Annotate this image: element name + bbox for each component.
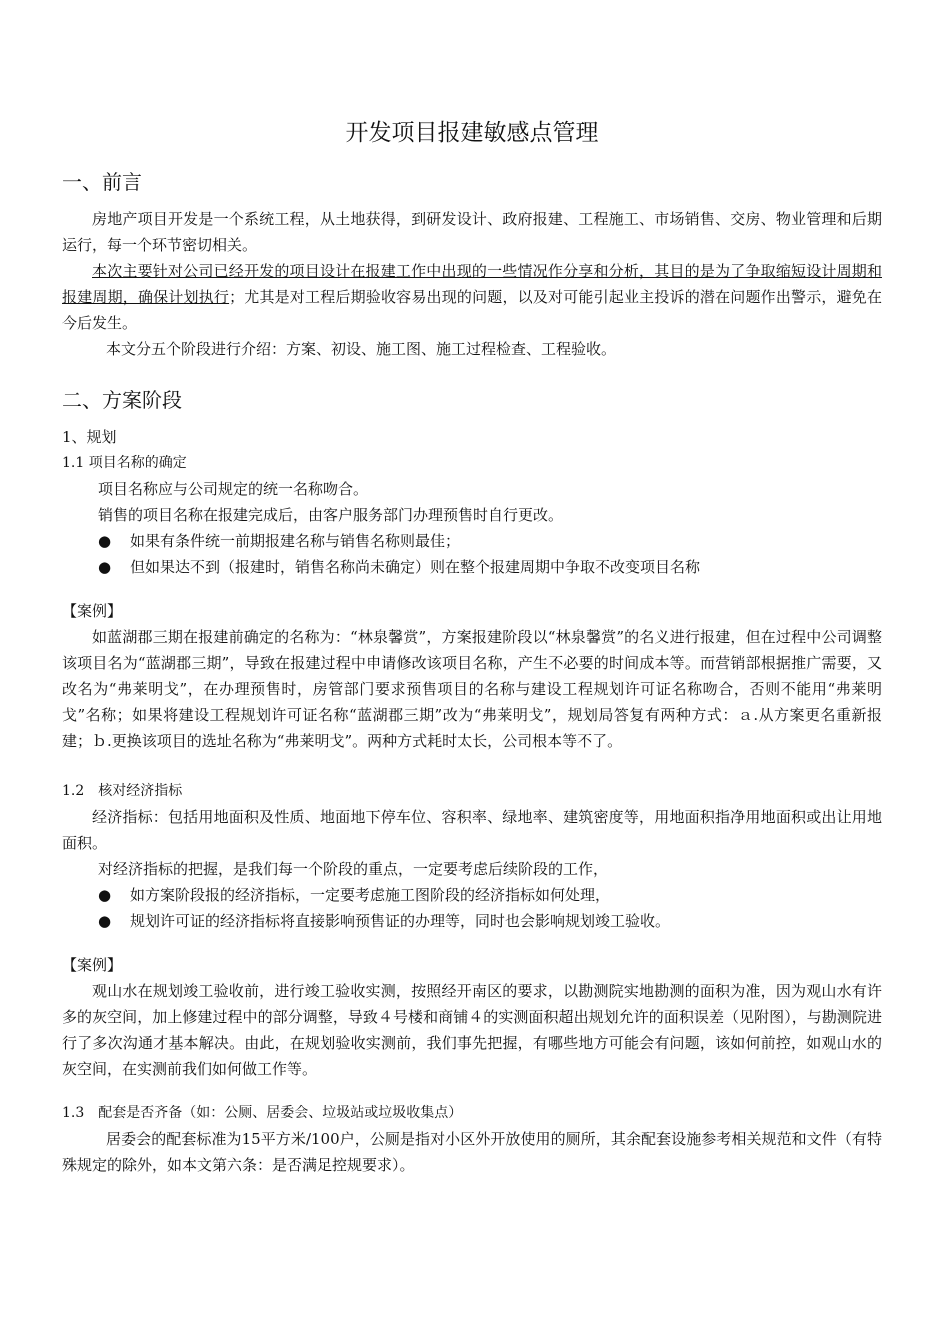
preface-paragraph-2 [62, 258, 882, 336]
document-title: 开发项目报建敏感点管理 [345, 120, 599, 146]
preface-paragraph-1: 房地产项目开发是一个系统工程，从土地获得，到研发设计、政府报建、工程施工、市场销售、交房、物业管理和后期运行，每一个环节密切相关。 [62, 210, 882, 254]
s12-bullet-2: ● 规划许可证的经济指标将直接影响预售证的办理等，同时也会影响规划竣工验收。 [62, 908, 882, 934]
preface-underlined-text: 本次主要针对公司已经开发的项目设计在报建工作中出现的一些情况作分享和分析，其目的是为了争取缩短设计周期和报建周期，确保计划执行 [62, 262, 882, 306]
bullet-dot-icon: ● [98, 558, 112, 576]
bullet-dot-icon: ● [98, 886, 112, 904]
s11-paragraph-2: 销售的项目名称在报建完成后，由客户服务部门办理预售时自行更改。 [98, 506, 564, 524]
case-label-1: 【案例】 [62, 602, 123, 620]
heading-1-3: 1.3 配套是否齐备（如：公厕、居委会、垃圾站或垃圾收集点） [62, 1105, 463, 1121]
s12-bullet-1: ● 如方案阶段报的经济指标，一定要考虑施工图阶段的经济指标如何处理， [62, 882, 882, 908]
s11-bullet-2: ● 但如果达不到（报建时，销售名称尚未确定）则在整个报建周期中争取不改变项目名称 [62, 554, 882, 580]
s12-paragraph-2: 对经济指标的把握，是我们每一个阶段的重点，一定要考虑后续阶段的工作， [98, 860, 609, 878]
preface-paragraph-2-rest: ；尤其是对工程后期验收容易出现的问题，以及对可能引起业主投诉的潜在问题作出警示，避免在今后发生。 [62, 288, 882, 332]
case-text-1: 如蓝湖郡三期在报建前确定的名称为：“林泉馨赏”，方案报建阶段以“林泉馨赏”的名义进行报建，但在过程中公司调整该项目名为“蓝湖郡三期”，导致在报建过程中申请修改该项目名称，产生不必要的时间成本等。而营销部根据推广需要，又改名为“弗莱明戈”，在办理预售时，房管部门要求预售项目的名称与建设工程规划许可证名称吻合，否则不能用“弗莱明戈”名称；如果将建设工程规划许可证名称“蓝湖郡三期”改为“弗莱明戈”，规划局答复有两种方式：ａ.从方案更名重新报建；ｂ.更换该项目的选址名称为“弗莱明戈”。两种方式耗时太长，公司根本等不了。 [62, 628, 882, 750]
s12-paragraph-1: 经济指标：包括用地面积及性质、地面地下停车位、容积率、绿地率、建筑密度等，用地面积指净用地面积或出让用地面积。 [62, 808, 882, 852]
section-heading-scheme: 二、方案阶段 [62, 388, 182, 412]
bullet-dot-icon: ● [98, 532, 112, 550]
bullet-dot-icon: ● [98, 912, 112, 930]
s13-paragraph-1: 居委会的配套标准为15平方米/100户，公厕是指对小区外开放使用的厕所，其余配套设施参考相关规范和文件（有特殊规定的除外，如本文第六条：是否满足控规要求）。 [62, 1130, 882, 1174]
subsection-planning: 1、规划 [62, 428, 117, 446]
case-text-2: 观山水在规划竣工验收前，进行竣工验收实测，按照经开南区的要求，以勘测院实地勘测的面积为准，因为观山水有许多的灰空间，加上修建过程中的部分调整，导致４号楼和商铺４的实测面积超出规划允许的面积误差（见附图），与勘测院进行了多次沟通才基本解决。由此，在规划验收实测前，我们事先把握，有哪些地方可能会有问题，该如何前控，如观山水的灰空间，在实测前我们如何做工作等。 [62, 982, 882, 1078]
section-heading-preface: 一、前言 [62, 170, 142, 194]
preface-paragraph-3: 本文分五个阶段进行介绍：方案、初设、施工图、施工过程检查、工程验收。 [106, 340, 617, 358]
s11-bullet-1: ● 如果有条件统一前期报建名称与销售名称则最佳； [62, 528, 882, 554]
case-label-2: 【案例】 [62, 956, 123, 974]
s11-paragraph-1: 项目名称应与公司规定的统一名称吻合。 [98, 480, 369, 498]
heading-1-2: 1.2 核对经济指标 [62, 783, 183, 799]
heading-1-1: 1.1 项目名称的确定 [62, 455, 187, 471]
